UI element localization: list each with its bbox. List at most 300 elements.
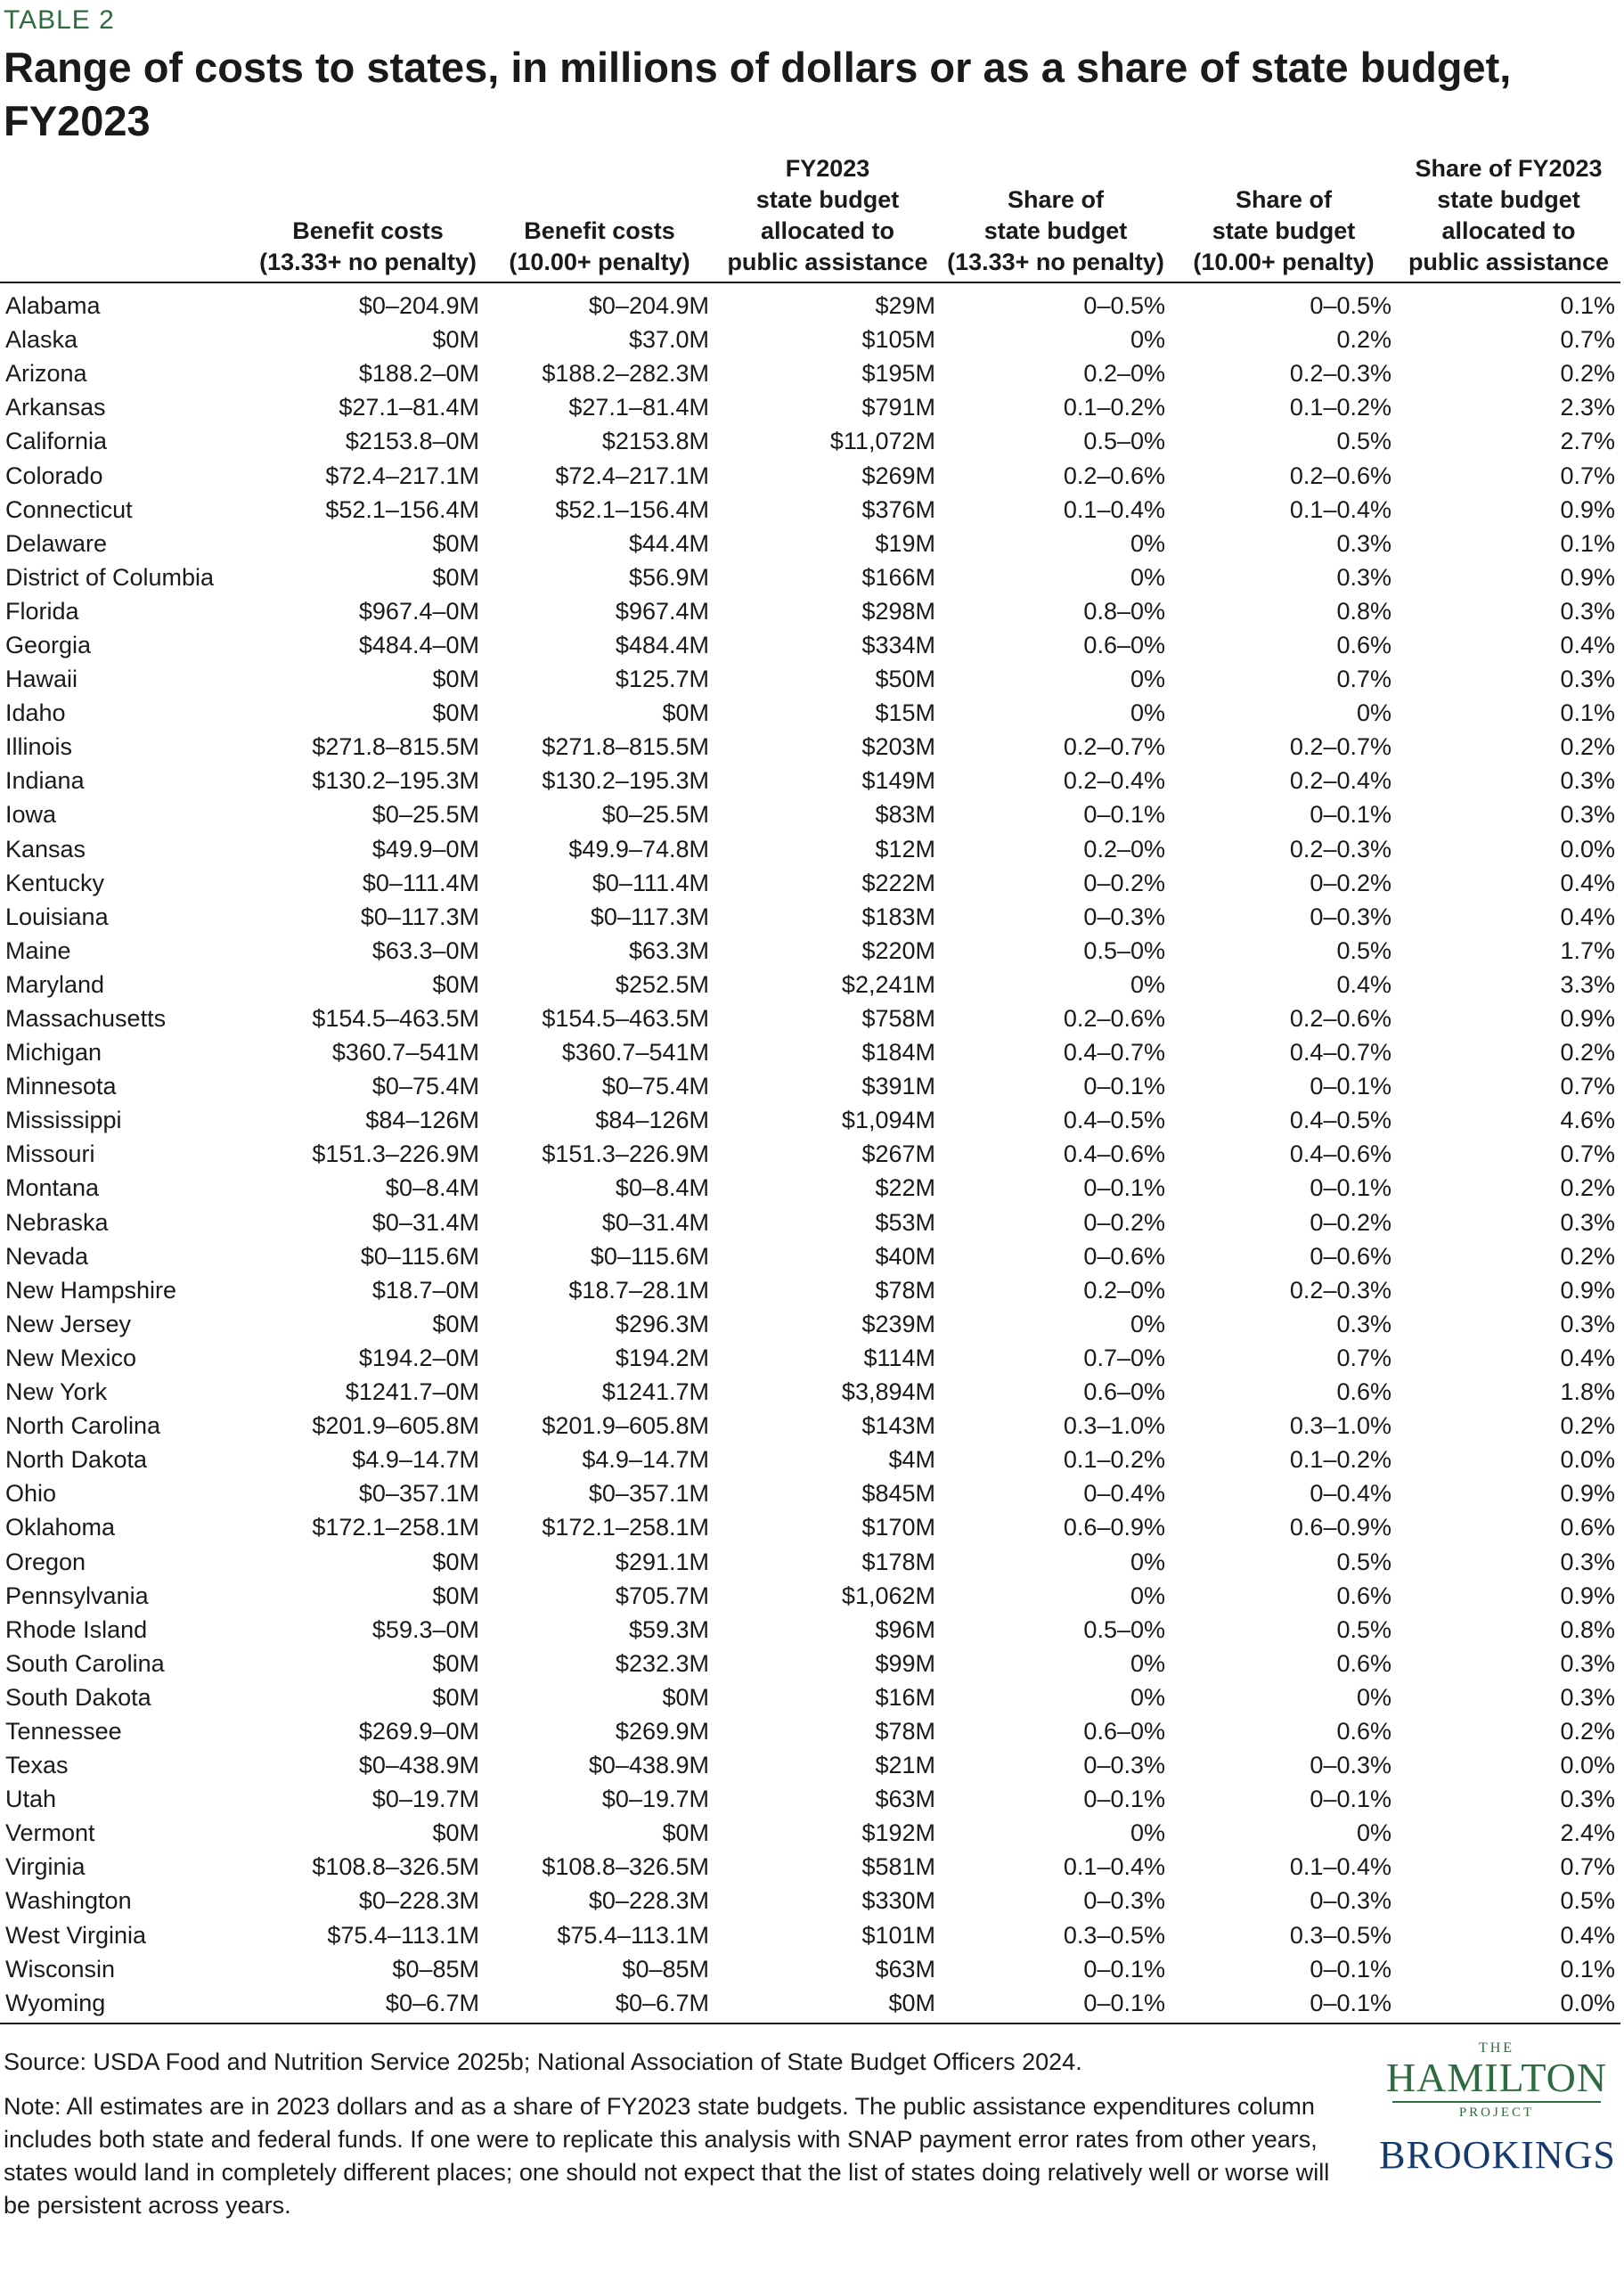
cell-share-penalty: 0.4%: [1336, 970, 1391, 998]
cell-benefit-penalty: $172.1–258.1M: [542, 1514, 709, 1541]
cell-benefit-no-penalty: $18.7–0M: [371, 1276, 479, 1304]
cell-budget-public-assistance: $78M: [875, 1717, 935, 1745]
table-row: [0, 1579, 1620, 1613]
cell-share-public-assistance: 0.7%: [1560, 1140, 1615, 1168]
cell-share-penalty: 0–0.6%: [1310, 1242, 1391, 1270]
cell-benefit-penalty: $0M: [662, 699, 709, 727]
cell-benefit-penalty: $154.5–463.5M: [542, 1005, 709, 1033]
table-row: [0, 1816, 1620, 1850]
cell-benefit-penalty: $0–19.7M: [601, 1786, 709, 1813]
cell-benefit-no-penalty: $0–111.4M: [362, 869, 479, 896]
cell-benefit-no-penalty: $108.8–326.5M: [312, 1853, 479, 1881]
table-row: [0, 1510, 1620, 1544]
cell-benefit-penalty: $27.1–81.4M: [568, 394, 709, 421]
col-header-benefit-penalty: Benefit costs (10.00+ penalty): [485, 153, 714, 282]
cell-benefit-no-penalty: $188.2–0M: [358, 360, 479, 388]
cell-share-no-penalty: 0.6–0%: [1083, 1378, 1165, 1406]
cell-share-public-assistance: 0.9%: [1560, 563, 1615, 591]
table-row: [0, 1273, 1620, 1307]
cell-benefit-no-penalty: $49.9–0M: [371, 835, 479, 863]
cell-state-name: Ohio: [5, 1480, 57, 1508]
cell-state-name: Kentucky: [5, 869, 105, 896]
cell-state-name: Delaware: [5, 529, 108, 557]
cell-share-public-assistance: 0.1%: [1560, 699, 1615, 727]
cell-share-no-penalty: 0%: [1130, 326, 1165, 354]
cell-benefit-no-penalty: $154.5–463.5M: [312, 1005, 479, 1033]
cell-share-public-assistance: 0.5%: [1560, 1887, 1615, 1915]
cell-benefit-no-penalty: $0–19.7M: [371, 1786, 479, 1813]
table-row: [0, 1647, 1620, 1680]
cell-benefit-penalty: $0–111.4M: [592, 869, 709, 896]
cell-benefit-no-penalty: $0M: [432, 699, 479, 727]
table-row: [0, 730, 1620, 764]
cell-benefit-no-penalty: $194.2–0M: [358, 1344, 479, 1371]
cell-share-public-assistance: 4.6%: [1560, 1107, 1615, 1134]
cell-budget-public-assistance: $184M: [861, 1039, 935, 1067]
table-row: [0, 1137, 1620, 1171]
cell-benefit-no-penalty: $151.3–226.9M: [312, 1140, 479, 1168]
table-row: [0, 1035, 1620, 1069]
source-note: Source: USDA Food and Nutrition Service 2025b; National Association of State Budget Officers 2024.: [4, 2048, 1082, 2075]
cell-share-penalty: 0.1–0.2%: [1289, 394, 1391, 421]
cell-budget-public-assistance: $99M: [875, 1649, 935, 1677]
cell-state-name: Alabama: [5, 292, 101, 320]
cell-share-public-assistance: 0.4%: [1560, 631, 1615, 658]
table-row: [0, 797, 1620, 831]
cell-state-name: Oklahoma: [5, 1514, 116, 1541]
cell-state-name: California: [5, 428, 108, 455]
cell-benefit-no-penalty: $2153.8–0M: [345, 428, 479, 455]
cell-benefit-penalty: $0–357.1M: [588, 1480, 709, 1508]
logo-text-the: THE: [1478, 2040, 1515, 2056]
cell-share-public-assistance: 0.0%: [1560, 1752, 1615, 1779]
cell-budget-public-assistance: $3,894M: [841, 1378, 935, 1406]
cell-share-public-assistance: 0.3%: [1560, 1683, 1615, 1711]
cell-share-penalty: 0–0.3%: [1310, 1887, 1391, 1915]
cell-share-no-penalty: 0.2–0%: [1083, 1276, 1165, 1304]
cell-benefit-penalty: $151.3–226.9M: [542, 1140, 709, 1168]
cell-share-penalty: 0.8%: [1336, 597, 1391, 625]
table-row: [0, 594, 1620, 628]
cell-benefit-no-penalty: $0M: [432, 1649, 479, 1677]
cell-budget-public-assistance: $791M: [861, 394, 935, 421]
cell-share-no-penalty: 0–0.3%: [1083, 903, 1165, 930]
cell-share-no-penalty: 0.2–0%: [1083, 360, 1165, 388]
cell-share-public-assistance: 0.3%: [1560, 1310, 1615, 1337]
col-header-share-penalty: Share of state budget (10.00+ penalty): [1171, 153, 1397, 282]
cell-state-name: Illinois: [5, 733, 73, 761]
cell-benefit-penalty: $0–8.4M: [615, 1174, 709, 1202]
cell-budget-public-assistance: $269M: [861, 462, 935, 489]
cell-benefit-no-penalty: $0M: [432, 529, 479, 557]
table-row: [0, 390, 1620, 424]
cell-share-penalty: 0–0.3%: [1310, 1752, 1391, 1779]
cell-benefit-penalty: $194.2M: [615, 1344, 709, 1371]
cell-state-name: Minnesota: [5, 1073, 117, 1100]
cell-budget-public-assistance: $19M: [875, 529, 935, 557]
cell-state-name: Indiana: [5, 767, 85, 795]
cell-share-penalty: 0.4–0.7%: [1289, 1039, 1391, 1067]
table-row: [0, 1307, 1620, 1341]
cell-share-public-assistance: 0.2%: [1560, 360, 1615, 388]
cell-share-penalty: 0–0.1%: [1310, 1955, 1391, 1983]
cell-benefit-no-penalty: $0M: [432, 1582, 479, 1609]
table-row: [0, 1443, 1620, 1476]
cell-share-public-assistance: 0.1%: [1560, 1955, 1615, 1983]
cell-share-no-penalty: 0–0.1%: [1083, 1955, 1165, 1983]
cell-share-public-assistance: 0.7%: [1560, 1853, 1615, 1881]
cell-share-penalty: 0.4–0.6%: [1289, 1140, 1391, 1168]
cell-benefit-penalty: $0M: [662, 1683, 709, 1711]
cell-share-public-assistance: 3.3%: [1560, 970, 1615, 998]
cell-benefit-penalty: $75.4–113.1M: [557, 1921, 709, 1949]
cell-share-public-assistance: 1.7%: [1560, 936, 1615, 964]
cell-state-name: New York: [5, 1378, 108, 1406]
table-row: [0, 1206, 1620, 1239]
cell-benefit-penalty: $44.4M: [628, 529, 709, 557]
cell-benefit-penalty: $63.3M: [628, 936, 709, 964]
cost-table: [0, 153, 1620, 2020]
cell-state-name: Vermont: [5, 1819, 95, 1847]
table-row: [0, 1952, 1620, 1986]
cell-benefit-penalty: $0–117.3M: [590, 903, 709, 930]
table-row: [0, 832, 1620, 866]
cell-budget-public-assistance: $298M: [861, 597, 935, 625]
cell-share-penalty: 0.3%: [1336, 1310, 1391, 1337]
cell-share-penalty: 0.3%: [1336, 563, 1391, 591]
cell-budget-public-assistance: $192M: [861, 1819, 935, 1847]
col-header-share-public-assistance: Share of FY2023 state budget allocated to public assistance: [1397, 153, 1620, 282]
cell-benefit-penalty: $0M: [662, 1819, 709, 1847]
cell-benefit-no-penalty: $0M: [432, 1819, 479, 1847]
cell-share-penalty: 0–0.1%: [1310, 1174, 1391, 1202]
cell-budget-public-assistance: $101M: [861, 1921, 935, 1949]
cell-benefit-penalty: $296.3M: [615, 1310, 709, 1337]
cell-share-no-penalty: 0.6–0%: [1083, 1717, 1165, 1745]
cell-share-penalty: 0.7%: [1336, 666, 1391, 693]
cell-state-name: Florida: [5, 597, 79, 625]
cell-budget-public-assistance: $203M: [861, 733, 935, 761]
cell-benefit-penalty: $705.7M: [615, 1582, 709, 1609]
col-header-budget-public-assistance: FY2023 state budget allocated to public assistance: [714, 153, 941, 282]
cell-share-penalty: 0–0.4%: [1310, 1480, 1391, 1508]
col-header-benefit-no-penalty: Benefit costs (13.33+ no penalty): [251, 153, 485, 282]
cell-share-penalty: 0%: [1356, 699, 1391, 727]
cell-benefit-no-penalty: $0–117.3M: [360, 903, 479, 930]
cell-share-penalty: 0.1–0.2%: [1289, 1446, 1391, 1474]
brookings-logo: BROOKINGS: [1379, 2133, 1616, 2177]
cell-share-public-assistance: 0.3%: [1560, 666, 1615, 693]
cell-share-penalty: 0.2–0.6%: [1289, 1005, 1391, 1033]
cell-share-penalty: 0.6%: [1336, 1582, 1391, 1609]
cell-share-public-assistance: 0.3%: [1560, 1649, 1615, 1677]
cell-share-public-assistance: 0.4%: [1560, 1344, 1615, 1371]
table-row: [0, 900, 1620, 934]
cell-budget-public-assistance: $78M: [875, 1276, 935, 1304]
cell-benefit-penalty: $291.1M: [615, 1548, 709, 1575]
cell-benefit-penalty: $0–228.3M: [588, 1887, 709, 1915]
cell-benefit-penalty: $269.9M: [615, 1717, 709, 1745]
cell-benefit-no-penalty: $59.3–0M: [371, 1615, 479, 1643]
cell-budget-public-assistance: $166M: [861, 563, 935, 591]
table-row: [0, 1613, 1620, 1647]
cell-benefit-no-penalty: $1241.7–0M: [345, 1378, 479, 1406]
cell-share-no-penalty: 0%: [1130, 1310, 1165, 1337]
table-row: [0, 628, 1620, 662]
table-row: [0, 1918, 1620, 1952]
cell-share-public-assistance: 2.3%: [1560, 394, 1615, 421]
cell-share-public-assistance: 0.9%: [1560, 1276, 1615, 1304]
cell-state-name: Arkansas: [5, 394, 106, 421]
cell-benefit-penalty: $484.4M: [615, 631, 709, 658]
table-row: [0, 934, 1620, 968]
cell-benefit-penalty: $1241.7M: [601, 1378, 709, 1406]
cell-benefit-no-penalty: $0–6.7M: [385, 1989, 479, 2016]
cell-share-public-assistance: 0.1%: [1560, 292, 1615, 320]
cell-budget-public-assistance: $105M: [861, 326, 935, 354]
cell-state-name: Kansas: [5, 835, 86, 863]
cell-benefit-penalty: $0–31.4M: [601, 1208, 709, 1236]
cell-share-public-assistance: 0.3%: [1560, 1208, 1615, 1236]
cell-share-penalty: 0–0.1%: [1310, 1989, 1391, 2016]
cell-benefit-no-penalty: $269.9–0M: [358, 1717, 479, 1745]
cell-share-no-penalty: 0.3–0.5%: [1063, 1921, 1165, 1949]
cell-share-no-penalty: 0.1–0.2%: [1063, 1446, 1165, 1474]
table-row: [0, 1375, 1620, 1409]
cell-state-name: Iowa: [5, 801, 57, 829]
cell-share-penalty: 0.5%: [1336, 936, 1391, 964]
cell-share-penalty: 0%: [1356, 1819, 1391, 1847]
cell-share-penalty: 0.2–0.3%: [1289, 360, 1391, 388]
cell-state-name: New Mexico: [5, 1344, 137, 1371]
col-header-state: [0, 153, 251, 282]
cell-benefit-penalty: $49.9–74.8M: [568, 835, 709, 863]
cell-share-no-penalty: 0–0.1%: [1083, 1786, 1165, 1813]
cell-share-public-assistance: 0.0%: [1560, 1989, 1615, 2016]
cell-benefit-penalty: $108.8–326.5M: [542, 1853, 709, 1881]
table-row: [0, 527, 1620, 560]
cell-share-public-assistance: 0.3%: [1560, 801, 1615, 829]
cell-benefit-penalty: $967.4M: [615, 597, 709, 625]
cell-state-name: Virginia: [5, 1853, 86, 1881]
cell-budget-public-assistance: $170M: [861, 1514, 935, 1541]
cell-benefit-no-penalty: $0–357.1M: [358, 1480, 479, 1508]
cell-share-public-assistance: 0.3%: [1560, 767, 1615, 795]
cell-share-penalty: 0–0.2%: [1310, 869, 1391, 896]
cell-budget-public-assistance: $96M: [875, 1615, 935, 1643]
cell-share-public-assistance: 0.7%: [1560, 462, 1615, 489]
cell-share-public-assistance: 0.0%: [1560, 1446, 1615, 1474]
cell-share-no-penalty: 0%: [1130, 1548, 1165, 1575]
cell-benefit-penalty: $130.2–195.3M: [542, 767, 709, 795]
cell-benefit-no-penalty: $0M: [432, 326, 479, 354]
cell-benefit-no-penalty: $0M: [432, 563, 479, 591]
cell-share-no-penalty: 0.3–1.0%: [1063, 1412, 1165, 1440]
cell-state-name: Montana: [5, 1174, 100, 1202]
cell-share-no-penalty: 0.4–0.6%: [1063, 1140, 1165, 1168]
cell-share-penalty: 0.5%: [1336, 1615, 1391, 1643]
cell-benefit-penalty: $0–115.6M: [590, 1242, 709, 1270]
cell-share-public-assistance: 0.9%: [1560, 495, 1615, 523]
cell-state-name: Michigan: [5, 1039, 102, 1067]
cell-state-name: Wisconsin: [5, 1955, 116, 1983]
cell-share-penalty: 0.3%: [1336, 529, 1391, 557]
cell-share-penalty: 0.6%: [1336, 1717, 1391, 1745]
cell-benefit-no-penalty: $75.4–113.1M: [327, 1921, 479, 1949]
cell-benefit-penalty: $271.8–815.5M: [542, 733, 709, 761]
cell-benefit-penalty: $72.4–217.1M: [555, 462, 709, 489]
cell-benefit-no-penalty: $360.7–541M: [331, 1039, 479, 1067]
cell-state-name: Maryland: [5, 970, 105, 998]
cell-state-name: Maine: [5, 936, 71, 964]
table-row: [0, 1239, 1620, 1273]
cell-share-no-penalty: 0–0.1%: [1083, 1174, 1165, 1202]
cell-benefit-no-penalty: $484.4–0M: [358, 631, 479, 658]
cell-share-public-assistance: 0.3%: [1560, 597, 1615, 625]
cell-share-penalty: 0.6%: [1336, 631, 1391, 658]
cell-share-no-penalty: 0.2–0.6%: [1063, 462, 1165, 489]
cell-share-no-penalty: 0.2–0.4%: [1063, 767, 1165, 795]
cell-share-penalty: 0.2%: [1336, 326, 1391, 354]
header-row: [0, 153, 1620, 282]
cell-share-public-assistance: 0.3%: [1560, 1548, 1615, 1575]
cell-share-no-penalty: 0.5–0%: [1083, 428, 1165, 455]
table-title: Range of costs to states, in millions of dollars or as a share of state budget, FY2023: [4, 44, 1512, 144]
cell-share-penalty: 0–0.5%: [1310, 292, 1391, 320]
cell-share-penalty: 0–0.3%: [1310, 903, 1391, 930]
hamilton-project-logo: [1376, 2040, 1617, 2121]
cell-share-penalty: 0%: [1356, 1683, 1391, 1711]
cell-share-public-assistance: 0.2%: [1560, 1039, 1615, 1067]
table-row: [0, 1476, 1620, 1510]
cell-budget-public-assistance: $376M: [861, 495, 935, 523]
cell-budget-public-assistance: $195M: [861, 360, 935, 388]
cell-state-name: North Carolina: [5, 1412, 161, 1440]
cell-budget-public-assistance: $50M: [875, 666, 935, 693]
cell-share-penalty: 0.2–0.3%: [1289, 835, 1391, 863]
cell-share-no-penalty: 0.7–0%: [1083, 1344, 1165, 1371]
cell-share-penalty: 0.1–0.4%: [1289, 1853, 1391, 1881]
cell-share-public-assistance: 0.2%: [1560, 1242, 1615, 1270]
cell-state-name: Colorado: [5, 462, 103, 489]
cell-share-no-penalty: 0%: [1130, 563, 1165, 591]
cell-share-penalty: 0.2–0.3%: [1289, 1276, 1391, 1304]
cell-budget-public-assistance: $40M: [875, 1242, 935, 1270]
cell-share-public-assistance: 0.6%: [1560, 1514, 1615, 1541]
cell-share-public-assistance: 0.4%: [1560, 1921, 1615, 1949]
cell-benefit-no-penalty: $0–438.9M: [358, 1752, 479, 1779]
cell-state-name: Idaho: [5, 699, 66, 727]
cell-share-no-penalty: 0–0.2%: [1083, 869, 1165, 896]
cell-benefit-no-penalty: $271.8–815.5M: [312, 733, 479, 761]
table-row: [0, 968, 1620, 1002]
cell-state-name: Utah: [5, 1786, 57, 1813]
cell-budget-public-assistance: $183M: [861, 903, 935, 930]
logo-text-project: PROJECT: [1392, 2101, 1601, 2121]
cell-share-public-assistance: 0.3%: [1560, 1786, 1615, 1813]
cell-share-public-assistance: 2.4%: [1560, 1819, 1615, 1847]
cell-budget-public-assistance: $1,062M: [841, 1582, 935, 1609]
cell-share-public-assistance: 0.4%: [1560, 869, 1615, 896]
cell-share-penalty: 0.4–0.5%: [1289, 1107, 1391, 1134]
cell-share-public-assistance: 0.9%: [1560, 1582, 1615, 1609]
cell-share-public-assistance: 0.7%: [1560, 1073, 1615, 1100]
cell-share-penalty: 0.2–0.4%: [1289, 767, 1391, 795]
cell-state-name: New Hampshire: [5, 1276, 177, 1304]
cell-benefit-penalty: $0–438.9M: [588, 1752, 709, 1779]
cell-share-no-penalty: 0.6–0%: [1083, 631, 1165, 658]
cell-share-no-penalty: 0–0.1%: [1083, 801, 1165, 829]
cell-state-name: Wyoming: [5, 1989, 106, 2016]
cell-share-no-penalty: 0.2–0%: [1083, 835, 1165, 863]
table-row: [0, 323, 1620, 356]
cell-share-penalty: 0–0.2%: [1310, 1208, 1391, 1236]
cell-share-penalty: 0.6%: [1336, 1378, 1391, 1406]
cell-state-name: Washington: [5, 1887, 132, 1915]
cell-budget-public-assistance: $391M: [861, 1073, 935, 1100]
cell-share-no-penalty: 0.1–0.2%: [1063, 394, 1165, 421]
cell-benefit-no-penalty: $0–85M: [392, 1955, 479, 1983]
cell-benefit-penalty: $56.9M: [628, 563, 709, 591]
cell-benefit-no-penalty: $967.4–0M: [358, 597, 479, 625]
cell-state-name: Oregon: [5, 1548, 86, 1575]
cell-benefit-no-penalty: $4.9–14.7M: [352, 1446, 479, 1474]
cell-share-penalty: 0–0.1%: [1310, 1786, 1391, 1813]
cell-benefit-no-penalty: $0–115.6M: [360, 1242, 479, 1270]
cell-state-name: North Dakota: [5, 1446, 148, 1474]
col-header-share-no-penalty: Share of state budget (13.33+ no penalty): [941, 153, 1171, 282]
cell-share-no-penalty: 0–0.3%: [1083, 1887, 1165, 1915]
cell-benefit-no-penalty: $0M: [432, 1683, 479, 1711]
table-row: [0, 1002, 1620, 1035]
cell-share-public-assistance: 2.7%: [1560, 428, 1615, 455]
cell-budget-public-assistance: $178M: [861, 1548, 935, 1575]
table-row: [0, 866, 1620, 900]
cell-share-no-penalty: 0%: [1130, 970, 1165, 998]
cell-share-public-assistance: 0.0%: [1560, 835, 1615, 863]
cell-benefit-penalty: $18.7–28.1M: [568, 1276, 709, 1304]
cell-share-public-assistance: 0.9%: [1560, 1480, 1615, 1508]
cell-budget-public-assistance: $581M: [861, 1853, 935, 1881]
cell-budget-public-assistance: $4M: [888, 1446, 935, 1474]
table-row: [0, 424, 1620, 458]
table-row: [0, 764, 1620, 797]
table-row: [0, 356, 1620, 390]
cell-benefit-no-penalty: $201.9–605.8M: [312, 1412, 479, 1440]
cell-share-public-assistance: 0.1%: [1560, 529, 1615, 557]
table-row: [0, 282, 1620, 323]
cell-benefit-penalty: $360.7–541M: [561, 1039, 709, 1067]
cell-share-no-penalty: 0%: [1130, 699, 1165, 727]
cell-state-name: Arizona: [5, 360, 87, 388]
cell-budget-public-assistance: $143M: [861, 1412, 935, 1440]
table-row: [0, 662, 1620, 696]
cell-state-name: Pennsylvania: [5, 1582, 149, 1609]
cell-state-name: Rhode Island: [5, 1615, 148, 1643]
cell-share-no-penalty: 0.2–0.6%: [1063, 1005, 1165, 1033]
cell-state-name: South Carolina: [5, 1649, 165, 1677]
cell-share-penalty: 0.1–0.4%: [1289, 495, 1391, 523]
cell-state-name: New Jersey: [5, 1310, 132, 1337]
cell-benefit-penalty: $37.0M: [628, 326, 709, 354]
cell-state-name: Massachusetts: [5, 1005, 167, 1033]
cell-state-name: Connecticut: [5, 495, 133, 523]
cell-share-no-penalty: 0–0.4%: [1083, 1480, 1165, 1508]
cell-state-name: Louisiana: [5, 903, 109, 930]
cell-budget-public-assistance: $16M: [875, 1683, 935, 1711]
cell-share-penalty: 0.7%: [1336, 1344, 1391, 1371]
cell-share-public-assistance: 0.7%: [1560, 326, 1615, 354]
